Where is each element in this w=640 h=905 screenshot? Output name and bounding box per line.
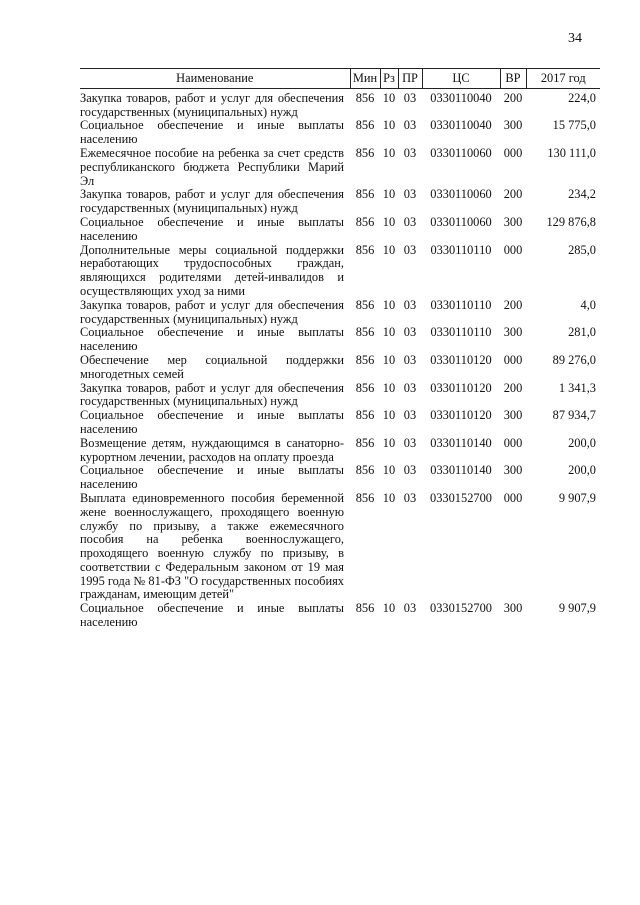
table-row: [80, 464, 600, 492]
cell-rz: 10: [382, 463, 396, 478]
cell-rz: 10: [382, 352, 396, 367]
cell-vr: 000: [503, 490, 523, 505]
header-sum: 2017 год: [526, 69, 600, 89]
cell-pr: 03: [403, 145, 417, 160]
cell-vr: 200: [503, 380, 523, 395]
cell-vr: 000: [503, 435, 523, 450]
table-row: [80, 147, 600, 188]
cell-name: Социальное обеспечение и иные выплаты населению: [80, 601, 344, 630]
cell-cs: 0330110110: [430, 297, 492, 312]
cell-name: Ежемесячное пособие на ребенка за счет средств республиканского бюджета Республики Марий Эл: [80, 145, 344, 188]
cell-vr: 200: [503, 90, 523, 105]
cell-min: 856: [355, 463, 375, 478]
cell-vr: 300: [503, 214, 523, 229]
table-row: [80, 244, 600, 299]
cell-min: 856: [355, 187, 375, 202]
cell-min: 856: [355, 435, 375, 450]
cell-pr: 03: [403, 187, 417, 202]
cell-vr: 200: [503, 297, 523, 312]
cell-cs: 0330110120: [430, 352, 492, 367]
cell-name: Социальное обеспечение и иные выплаты населению: [80, 408, 344, 436]
cell-name: Закупка товаров, работ и услуг для обеспечения государственных (муниципальных) нужд: [80, 187, 344, 216]
cell-rz: 10: [382, 490, 396, 505]
cell-rz: 10: [382, 325, 396, 340]
cell-rz: 10: [382, 118, 396, 133]
cell-pr: 03: [403, 325, 417, 340]
cell-pr: 03: [403, 242, 417, 257]
cell-cs: 0330110120: [430, 380, 492, 395]
cell-sum: 281,0: [568, 325, 596, 340]
table-row: [80, 216, 600, 244]
cell-vr: 300: [503, 601, 523, 616]
cell-sum: 234,2: [568, 187, 596, 202]
table-row: [80, 326, 600, 354]
cell-name: Закупка товаров, работ и услуг для обеспечения государственных (муниципальных) нужд: [80, 297, 344, 326]
cell-pr: 03: [403, 601, 417, 616]
cell-sum: 129 876,8: [546, 214, 596, 229]
cell-pr: 03: [403, 118, 417, 133]
cell-vr: 300: [503, 463, 523, 478]
cell-vr: 000: [503, 145, 523, 160]
cell-cs: 0330110040: [430, 90, 492, 105]
cell-rz: 10: [382, 187, 396, 202]
cell-min: 856: [355, 325, 375, 340]
header-min: Мин: [350, 69, 380, 89]
cell-sum: 9 907,9: [558, 490, 596, 505]
cell-cs: 0330110110: [430, 242, 492, 257]
cell-name: Закупка товаров, работ и услуг для обеспечения государственных (муниципальных) нужд: [80, 90, 344, 119]
page-number: 34: [568, 31, 582, 46]
cell-min: 856: [355, 118, 375, 133]
table-row: [80, 409, 600, 437]
cell-name: Социальное обеспечение и иные выплаты населению: [80, 463, 344, 492]
cell-rz: 10: [382, 90, 396, 105]
cell-vr: 300: [503, 325, 523, 340]
cell-rz: 10: [382, 601, 396, 616]
cell-name: Закупка товаров, работ и услуг для обеспечения государственных (муниципальных) нужд: [80, 380, 344, 409]
budget-table: [80, 68, 600, 630]
cell-pr: 03: [403, 408, 417, 423]
cell-name: Возмещение детям, нуждающимся в санаторно-курортном лечении, расходов на оплату проезда: [80, 435, 344, 464]
cell-cs: 0330110120: [430, 408, 492, 423]
cell-name: Социальное обеспечение и иные выплаты населению: [80, 325, 344, 354]
cell-sum: 89 276,0: [552, 352, 596, 367]
cell-min: 856: [355, 242, 375, 257]
table-row: [80, 299, 600, 327]
cell-sum: 15 775,0: [552, 118, 596, 133]
cell-rz: 10: [382, 145, 396, 160]
cell-cs: 0330152700: [430, 490, 492, 505]
cell-min: 856: [355, 352, 375, 367]
table-row: [80, 382, 600, 410]
cell-name: Социальное обеспечение и иные выплаты населению: [80, 118, 344, 147]
table-header-row: [80, 69, 600, 89]
cell-sum: 200,0: [568, 463, 596, 478]
cell-rz: 10: [382, 297, 396, 312]
header-rz: Рз: [380, 69, 398, 89]
cell-sum: 9 907,9: [558, 601, 596, 616]
cell-sum: 130 111,0: [547, 145, 596, 160]
cell-cs: 0330110040: [430, 118, 492, 133]
cell-name: Выплата единовременного пособия беременной жене военнослужащего, проходящего военную службу по призыву, а также ежемесячного пособия на ребенка военнослужащего, проходящего военную службу по призыву, в соответствии с Федеральным законом от 19 мая 1995 года № 81-ФЗ "О государственных пособиях гражданам, имеющим детей": [80, 490, 344, 602]
cell-min: 856: [355, 214, 375, 229]
cell-min: 856: [355, 90, 375, 105]
table-body: [80, 88, 600, 630]
cell-min: 856: [355, 145, 375, 160]
cell-rz: 10: [382, 242, 396, 257]
header-cs: ЦС: [422, 69, 500, 89]
cell-cs: 0330152700: [430, 601, 492, 616]
cell-sum: 285,0: [568, 242, 596, 257]
cell-pr: 03: [403, 490, 417, 505]
cell-rz: 10: [382, 214, 396, 229]
table-row: [80, 88, 600, 119]
cell-pr: 03: [403, 90, 417, 105]
cell-vr: 300: [503, 408, 523, 423]
cell-sum: 200,0: [568, 435, 596, 450]
cell-name: Социальное обеспечение и иные выплаты населению: [80, 214, 344, 243]
cell-pr: 03: [403, 380, 417, 395]
cell-vr: 300: [503, 118, 523, 133]
cell-cs: 0330110140: [430, 435, 492, 450]
cell-cs: 0330110140: [430, 463, 492, 478]
cell-cs: 0330110060: [430, 145, 492, 160]
cell-min: 856: [355, 408, 375, 423]
cell-sum: 224,0: [568, 90, 596, 105]
table-row: [80, 188, 600, 216]
cell-sum: 87 934,7: [552, 408, 596, 423]
cell-min: 856: [355, 380, 375, 395]
cell-vr: 000: [503, 352, 523, 367]
table-row: [80, 437, 600, 465]
cell-cs: 0330110060: [430, 187, 492, 202]
cell-cs: 0330110060: [430, 214, 492, 229]
cell-min: 856: [355, 601, 375, 616]
cell-rz: 10: [382, 408, 396, 423]
cell-min: 856: [355, 297, 375, 312]
cell-vr: 200: [503, 187, 523, 202]
cell-min: 856: [355, 490, 375, 505]
cell-pr: 03: [403, 297, 417, 312]
table-row: [80, 602, 600, 630]
header-name: Наименование: [80, 69, 350, 89]
cell-pr: 03: [403, 214, 417, 229]
cell-vr: 000: [503, 242, 523, 257]
cell-rz: 10: [382, 380, 396, 395]
cell-pr: 03: [403, 463, 417, 478]
table-row: [80, 492, 600, 602]
cell-pr: 03: [403, 435, 417, 450]
cell-pr: 03: [403, 352, 417, 367]
table-row: [80, 119, 600, 147]
cell-name: Обеспечение мер социальной поддержки многодетных семей: [80, 352, 344, 381]
cell-cs: 0330110110: [430, 325, 492, 340]
table-row: [80, 354, 600, 382]
header-vr: ВР: [500, 69, 526, 89]
header-pr: ПР: [398, 69, 422, 89]
cell-sum: 4,0: [580, 297, 596, 312]
cell-name: Дополнительные меры социальной поддержки неработающих трудоспособных граждан, являющихся родителями детей-инвалидов и осуществляющих уход за ними: [80, 242, 344, 298]
cell-rz: 10: [382, 435, 396, 450]
cell-sum: 1 341,3: [558, 380, 596, 395]
